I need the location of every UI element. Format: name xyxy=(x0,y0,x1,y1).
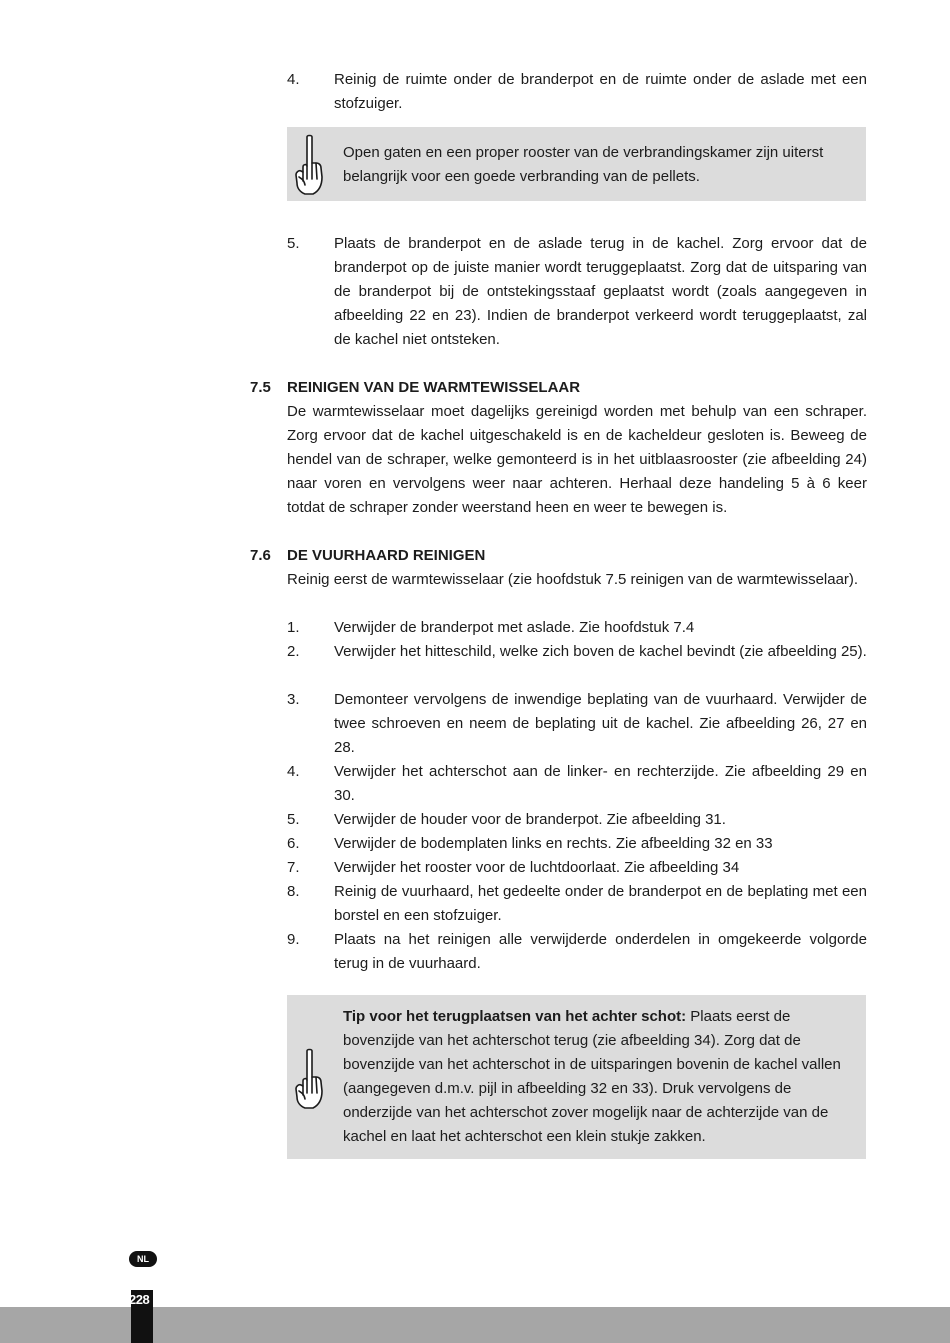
step-text: Verwijder de branderpot met aslade. Zie hoofdstuk 7.4 xyxy=(334,619,695,636)
section-number: 7.6 xyxy=(250,547,271,564)
section-7-6-heading xyxy=(250,544,870,568)
list-item xyxy=(287,928,867,976)
step-text: Verwijder de houder voor de branderpot. Zie afbeelding 31. xyxy=(334,811,726,828)
step-text: Verwijder de bodemplaten links en rechts. Zie afbeelding 32 en 33 xyxy=(334,835,773,852)
step-number: 4. xyxy=(287,71,300,88)
list-item xyxy=(287,640,867,664)
step-text: Verwijder het achterschot aan de linker- en rechterzijde. Zie afbeelding 29 en 30. xyxy=(334,763,867,804)
note-box-tip-back-panel xyxy=(287,995,866,1159)
note-bold-lead: Tip voor het terugplaatsen van het achter schot: xyxy=(343,1008,687,1025)
step-number: 2. xyxy=(287,643,300,660)
note-text xyxy=(343,1005,846,1149)
section-title: DE VUURHAARD REINIGEN xyxy=(287,547,486,564)
step-text: Plaats de branderpot en de aslade terug in de kachel. Zorg ervoor dat de branderpot op de juiste manier wordt teruggeplaatst. Zorg dat de uitsparing van de branderpot bij de ontstekingsstaaf geplaatst wordt (zoals aangegeven in afbeelding 22 en 23). Indien de branderpot verkeerd wordt teruggeplaatst, zal de kachel niet ontsteken. xyxy=(334,235,867,348)
list-item xyxy=(287,616,867,640)
section-title: REINIGEN VAN DE WARMTEWISSELAAR xyxy=(287,379,581,396)
step-number: 7. xyxy=(287,859,300,876)
step-5-replace-burner-pot xyxy=(287,232,867,352)
step-text: Reinig de ruimte onder de branderpot en de ruimte onder de aslade met een stofzuiger. xyxy=(334,71,867,112)
pointing-hand-icon xyxy=(291,1047,327,1111)
language-badge: NL xyxy=(129,1251,157,1267)
list-item xyxy=(287,856,867,880)
page-number: 228 xyxy=(129,1292,150,1307)
list-item xyxy=(287,832,867,856)
list-item xyxy=(287,880,867,928)
section-number: 7.5 xyxy=(250,379,271,396)
section-7-6-intro: Reinig eerst de warmtewisselaar (zie hoofdstuk 7.5 reinigen van de warmtewisselaar). xyxy=(287,571,859,588)
step-number: 8. xyxy=(287,883,300,900)
list-item xyxy=(287,760,867,808)
section-7-5-heading xyxy=(250,376,870,400)
step-text: Verwijder het hitteschild, welke zich boven de kachel bevindt (zie afbeelding 25). xyxy=(334,643,867,660)
list-item xyxy=(287,808,867,832)
step-text: Verwijder het rooster voor de luchtdoorlaat. Zie afbeelding 34 xyxy=(334,859,740,876)
list-item xyxy=(287,688,867,760)
pointing-hand-icon xyxy=(291,133,327,197)
section-7-5-body: De warmtewisselaar moet dagelijks gereinigd worden met behulp van een schraper. Zorg ervoor dat de kachel uitgeschakeld is en de kacheldeur gesloten is. Beweeg de hendel van de schraper, welke gemonteerd is in het uitblaasrooster (zie afbeelding 24) naar voren en vervolgens weer naar achteren. Herhaal deze handeling 5 à 6 keer totdat de schraper zonder weerstand heen en weer te bewegen is. xyxy=(287,403,867,516)
step-number: 4. xyxy=(287,763,300,780)
step-text: Demonteer vervolgens de inwendige beplating van de vuurhaard. Verwijder de twee schroeven en neem de beplating uit de kachel. Zie afbeelding 26, 27 en 28. xyxy=(334,691,867,756)
step-number: 1. xyxy=(287,619,300,636)
step-number: 3. xyxy=(287,691,300,708)
step-4-clean-burner-space xyxy=(287,68,867,116)
note-box-open-holes xyxy=(287,127,866,201)
step-text: Plaats na het reinigen alle verwijderde onderdelen in omgekeerde volgorde terug in de vuurhaard. xyxy=(334,931,867,972)
step-number: 5. xyxy=(287,811,300,828)
step-number: 6. xyxy=(287,835,300,852)
step-number: 5. xyxy=(287,235,300,252)
note-body: Plaats eerst de bovenzijde van het achterschot terug (zie afbeelding 34). Zorg dat de bovenzijde van het achterschot in de uitsparingen bovenin de kachel vallen (aangegeven d.m.v. pijl in afbeelding 32 en 33). Druk vervolgens de onderzijde van het achterschot zover mogelijk naar de achterzijde van de kachel en laat het achterschot een klein stukje zakken. xyxy=(343,1008,841,1145)
note-text: Open gaten en een proper rooster van de verbrandingskamer zijn uiterst belangrijk voor een goede verbranding van de pellets. xyxy=(343,144,824,185)
step-text: Reinig de vuurhaard, het gedeelte onder de branderpot en de beplating met een borstel en een stofzuiger. xyxy=(334,883,867,924)
step-number: 9. xyxy=(287,931,300,948)
